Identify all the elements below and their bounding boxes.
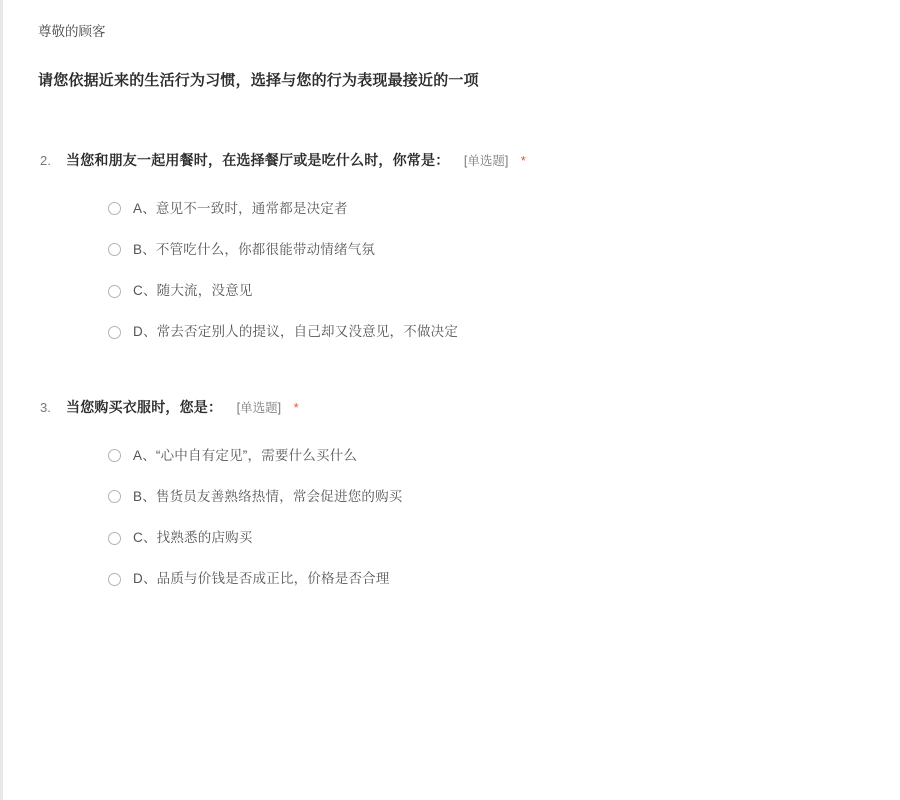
question-3-option-b-label: B、售货员友善熟络热情，常会促进您的购买 [133, 488, 403, 504]
radio-icon[interactable] [108, 202, 121, 215]
question-2-title: 当您和朋友一起用餐时，在选择餐厅或是吃什么时，你常是： [66, 151, 450, 168]
question-3-options [38, 446, 860, 590]
question-3-option-d[interactable] [108, 569, 860, 589]
radio-icon[interactable] [108, 285, 121, 298]
question-3-header [38, 396, 860, 420]
question-2-option-d[interactable] [108, 322, 860, 342]
question-3-option-c[interactable] [108, 528, 860, 548]
radio-icon[interactable] [108, 532, 121, 545]
radio-icon[interactable] [108, 449, 121, 462]
question-2-option-a[interactable] [108, 199, 860, 219]
radio-icon[interactable] [108, 243, 121, 256]
question-2-option-c-label: C、随大流，没意见 [133, 283, 253, 299]
question-2-type: [单选题] [463, 153, 509, 168]
left-edge-divider [0, 0, 3, 800]
radio-icon[interactable] [108, 490, 121, 503]
question-3-option-c-label: C、找熟悉的店购买 [133, 530, 253, 546]
greeting-text: 尊敬的顾客 [38, 24, 106, 39]
question-2-option-c[interactable] [108, 281, 860, 301]
question-3-option-d-label: D、品质与价钱是否成正比，价格是否合理 [133, 571, 390, 587]
question-2-option-b-label: B、不管吃什么，你都很能带动情绪气氛 [133, 241, 376, 257]
question-3-title-wrap [66, 396, 299, 420]
question-2-number: 2. [40, 152, 51, 168]
question-3-option-a-label: A、“心中自有定见”，需要什么买什么 [133, 447, 358, 463]
question-3-required-asterisk: * [293, 399, 299, 415]
instruction-text: 请您依据近来的生活行为习惯，选择与您的行为表现最接近的一项 [38, 71, 479, 89]
question-spacer [38, 364, 860, 396]
question-3 [38, 396, 860, 590]
question-3-type: [单选题] [236, 400, 282, 415]
question-2-header [38, 149, 860, 173]
question-2 [38, 149, 860, 343]
question-3-option-b[interactable] [108, 487, 860, 507]
question-2-title-wrap [66, 149, 526, 173]
question-3-option-a[interactable] [108, 446, 860, 466]
question-list [38, 149, 860, 590]
question-3-title: 当您购买衣服时，您是： [66, 398, 223, 415]
question-2-option-d-label: D、常去否定别人的提议，自己却又没意见，不做决定 [133, 324, 459, 340]
question-2-options [38, 199, 860, 343]
radio-icon[interactable] [108, 326, 121, 339]
question-2-option-a-label: A、意见不一致时，通常都是决定者 [133, 200, 348, 216]
radio-icon[interactable] [108, 573, 121, 586]
question-3-number: 3. [40, 399, 51, 415]
question-2-required-asterisk: * [520, 152, 526, 168]
question-2-option-b[interactable] [108, 240, 860, 260]
